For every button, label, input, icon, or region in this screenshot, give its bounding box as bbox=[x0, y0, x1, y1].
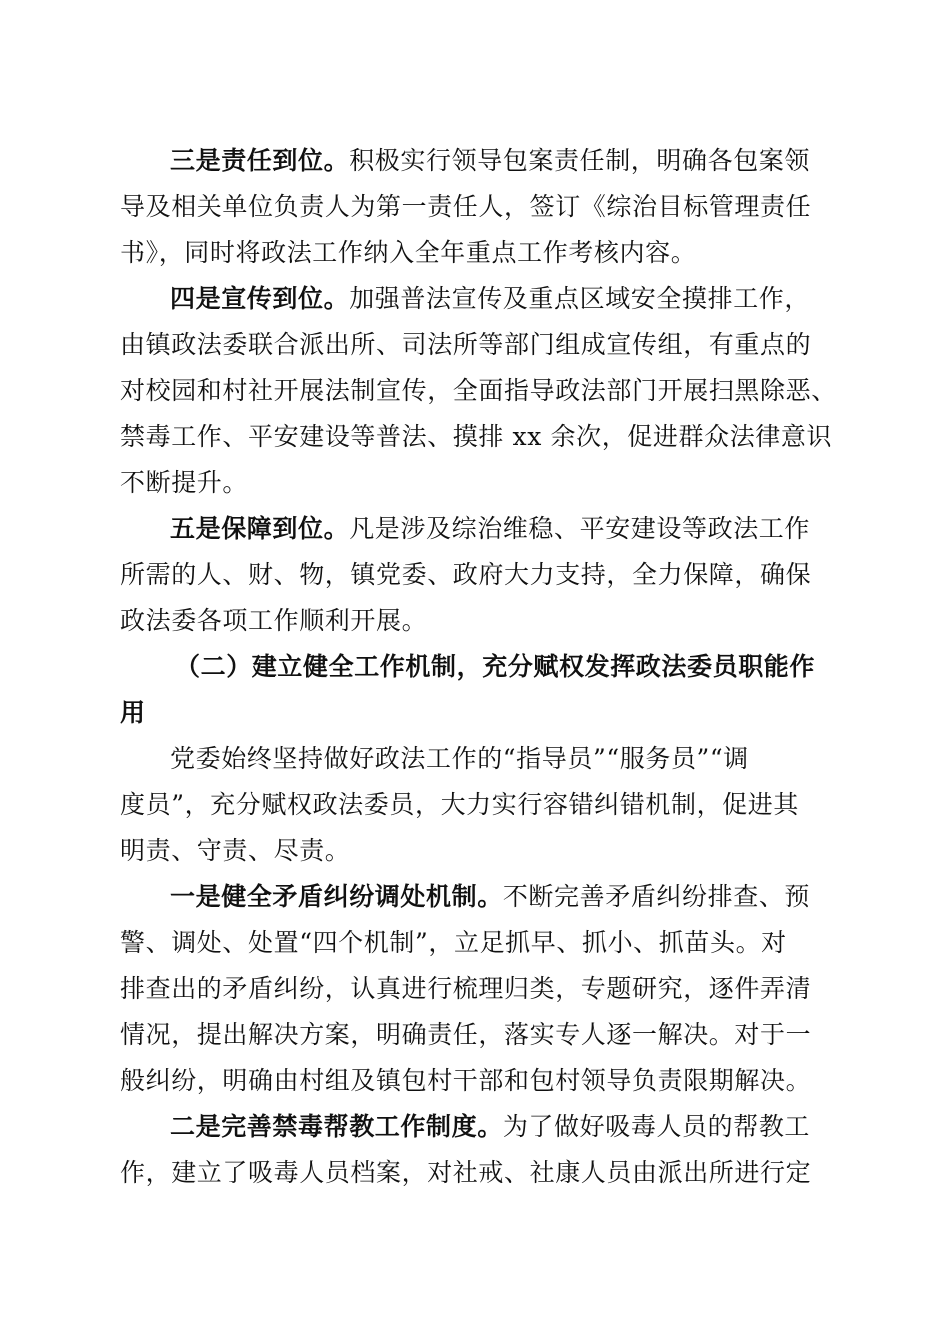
paragraph-5-line-3: 排查出的矛盾纠纷，认真进行梳理归类，专题研究，逐件弄清 bbox=[120, 974, 812, 1003]
paragraph-6-lead: 二是完善禁毒帮教工作制度。 bbox=[170, 1112, 503, 1141]
paragraph-3-text: 凡是涉及综治维稳、平安建设等政法工作 bbox=[349, 514, 811, 543]
paragraph-5-line-2: 警、调处、处置“四个机制”，立足抓早、抓小、抓苗头。对 bbox=[120, 928, 787, 957]
paragraph-6-line-1 bbox=[170, 1111, 840, 1143]
paragraph-5-line-1 bbox=[170, 881, 840, 913]
paragraph-2-lead: 四是宣传到位。 bbox=[170, 284, 350, 313]
paragraph-2-line-5: 不断提升。 bbox=[120, 468, 249, 497]
paragraph-1-line-1 bbox=[170, 145, 840, 177]
paragraph-3-line-1 bbox=[170, 513, 840, 545]
paragraph-3-line-2: 所需的人、财、物，镇党委、政府大力支持，全力保障，确保 bbox=[120, 560, 812, 589]
paragraph-4-line-3: 明责、守责、尽责。 bbox=[120, 836, 351, 865]
paragraph-1-line-3: 书》，同时将政法工作纳入全年重点工作考核内容。 bbox=[120, 238, 697, 267]
paragraph-5-line-4: 情况，提出解决方案，明确责任，落实专人逐一解决。对于一 bbox=[120, 1020, 812, 1049]
paragraph-3-line-3: 政法委各项工作顺利开展。 bbox=[120, 606, 428, 635]
paragraph-4-line-1: 党委始终坚持做好政法工作的“指导员”“服务员”“调 bbox=[170, 744, 749, 773]
paragraph-2-text: 加强普法宣传及重点区域安全摸排工作， bbox=[349, 284, 811, 313]
paragraph-1-lead: 三是责任到位。 bbox=[170, 146, 350, 175]
paragraph-5-lead: 一是健全矛盾纠纷调处机制。 bbox=[170, 882, 503, 911]
paragraph-6-text: 为了做好吸毒人员的帮教工 bbox=[502, 1112, 811, 1141]
section-heading-line-1: （二）建立健全工作机制，充分赋权发挥政法委员职能作 bbox=[175, 652, 816, 681]
section-heading-line-2: 用 bbox=[120, 698, 146, 727]
paragraph-2-line-1 bbox=[170, 283, 840, 315]
paragraph-4-line-2: 度员”，充分赋权政法委员，大力实行容错纠错机制，促进其 bbox=[120, 790, 799, 819]
paragraph-2-line-2: 由镇政法委联合派出所、司法所等部门组成宣传组，有重点的 bbox=[120, 330, 812, 359]
paragraph-6-line-2: 作，建立了吸毒人员档案，对社戒、社康人员由派出所进行定 bbox=[120, 1158, 812, 1187]
paragraph-2-line-4: 禁毒工作、平安建设等普法、摸排 xx 余次，促进群众法律意识 bbox=[120, 422, 833, 451]
paragraph-5-text: 不断完善矛盾纠纷排查、预 bbox=[502, 882, 811, 911]
paragraph-5-line-5: 般纠纷，明确由村组及镇包村干部和包村领导负责限期解决。 bbox=[120, 1066, 812, 1095]
paragraph-1-line-2: 导及相关单位负责人为第一责任人，签订《综治目标管理责任 bbox=[120, 192, 812, 221]
paragraph-3-lead: 五是保障到位。 bbox=[170, 514, 350, 543]
paragraph-2-line-3: 对校园和村社开展法制宣传，全面指导政法部门开展扫黑除恶、 bbox=[120, 376, 837, 405]
paragraph-1-text: 积极实行领导包案责任制，明确各包案领 bbox=[349, 146, 811, 175]
